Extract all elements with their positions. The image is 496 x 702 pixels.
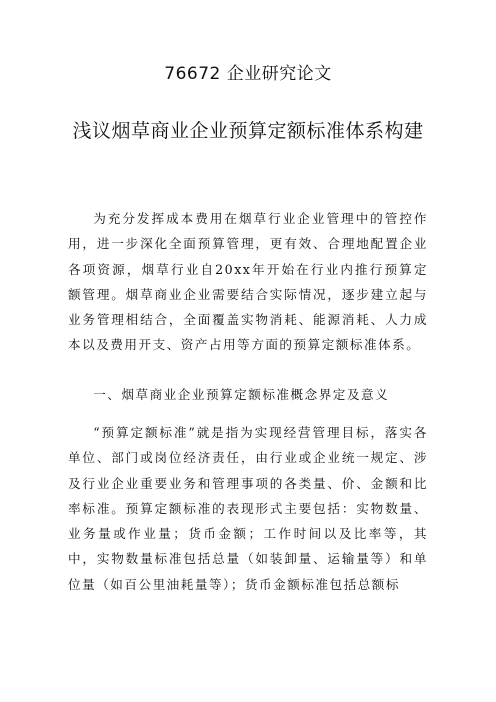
document-title: 浅议烟草商业企业预算定额标准体系构建 [72, 120, 424, 142]
section-paragraph: “预算定额标准”就是指为实现经营管理目标，落实各单位、部门或岗位经济责任，由行业或企业统一规定、涉及行业企业重要业务和管理事项的各类量、价、金额和比率标准。预算定额标准的表现形式主要包括：实物数量、业务量或作业量；货币金额；工作时间以及比率等，其中，实物数量标准包括总量（如装卸量、运输量等）和单位量（如百公里油耗量等）；货币金额标准包括总额标 [68, 425, 428, 592]
document-id-line: 76672 企业研究论文 [164, 64, 332, 84]
intro-paragraph: 为充分发挥成本费用在烟草行业企业管理中的管控作用，进一步深化全面预算管理，更有效、合理地配置企业各项资源，烟草行业自20xx年开始在行业内推行预算定额管理。烟草商业企业需要结合实际情况，逐步建立起与业务管理相结合，全面覆盖实物消耗、能源消耗、人力成本以及费用开支、资产占用等方面的预算定额标准体系。 [68, 211, 428, 353]
section-heading: 一、烟草商业企业预算定额标准概念界定及意义 [93, 387, 390, 402]
